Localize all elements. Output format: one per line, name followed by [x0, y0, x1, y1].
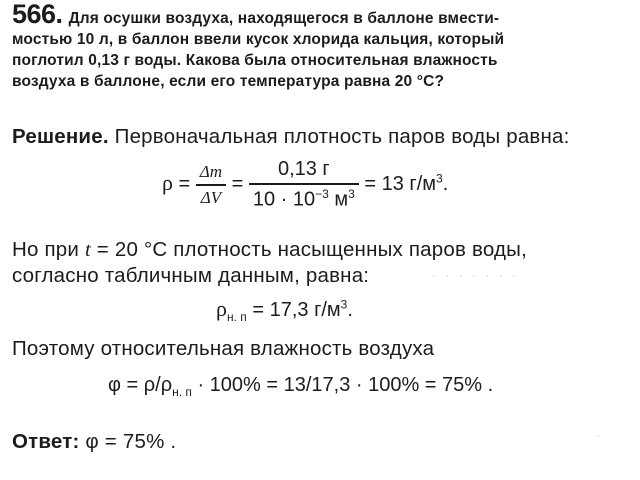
- denominator-base: 10 · 10: [252, 188, 316, 211]
- denominator-unit-exponent: 3: [348, 187, 355, 201]
- density-equation: [162, 158, 448, 212]
- fraction-denominator: [249, 185, 359, 212]
- denominator-unit: м: [334, 188, 349, 211]
- answer-value: φ = 75% .: [85, 430, 177, 453]
- value-fraction: [249, 158, 359, 212]
- density-result-end: .: [442, 173, 449, 196]
- problem-line-3: поглотил 0,13 г воды. Какова была относительная влажность: [12, 52, 498, 69]
- scan-noise: · · · · · · ·: [432, 268, 519, 282]
- rho-symbol-2: ρ: [216, 296, 227, 321]
- answer: [12, 430, 176, 454]
- solution-label: Решение.: [12, 125, 109, 148]
- paragraph-2-line-1: [12, 238, 527, 262]
- saturated-density-value: = 17,3 г/м: [252, 299, 341, 321]
- problem-number: 566.: [12, 0, 63, 29]
- saturated-density-equation: [216, 296, 353, 324]
- para2-start: Но при: [12, 238, 80, 261]
- saturated-density-exponent: 3: [340, 297, 348, 312]
- problem-line-1: Для осушки воздуха, находящегося в баллоне вмести-: [68, 10, 500, 27]
- solution-intro: [12, 125, 570, 149]
- t-symbol: t: [84, 239, 91, 261]
- humidity-subscript: н. п: [172, 385, 192, 399]
- humidity-rest: · 100% = 13/17,3 · 100% = 75% .: [197, 374, 494, 396]
- paragraph-3: Поэтому относительная влажность воздуха: [12, 337, 435, 360]
- problem-statement: [12, 0, 628, 92]
- solution-intro-text: Первоначальная плотность паров воды равна:: [114, 125, 570, 148]
- answer-label: Ответ:: [12, 430, 80, 453]
- equals-sign-2: =: [231, 173, 244, 196]
- problem-line-4: воздуха в баллоне, если его температура равна 20 °С?: [12, 73, 445, 90]
- para2-rest: = 20 °С плотность насыщенных паров воды,: [96, 238, 527, 261]
- delta-v: ΔV: [200, 187, 222, 207]
- humidity-start: φ = ρ/ρ: [108, 374, 173, 396]
- paragraph-2-line-2: согласно табличным данным, равна:: [12, 264, 370, 287]
- delta-m: Δm: [196, 162, 226, 186]
- fraction-numerator: 0,13 г: [249, 158, 359, 185]
- density-result: = 13 г/м: [364, 173, 437, 196]
- saturated-subscript: н. п: [226, 310, 247, 324]
- humidity-equation: [108, 374, 493, 399]
- density-result-exponent: 3: [436, 171, 443, 186]
- equals-sign: =: [178, 173, 191, 196]
- problem-line-2: мостью 10 л, в баллон ввели кусок хлорида кальция, который: [12, 31, 505, 48]
- dm-dv-fraction: [196, 162, 226, 208]
- saturated-density-end: .: [347, 299, 353, 321]
- scan-noise-2: ·: [596, 428, 603, 442]
- rho-symbol: ρ: [162, 170, 173, 196]
- denominator-exponent: −3: [315, 187, 329, 201]
